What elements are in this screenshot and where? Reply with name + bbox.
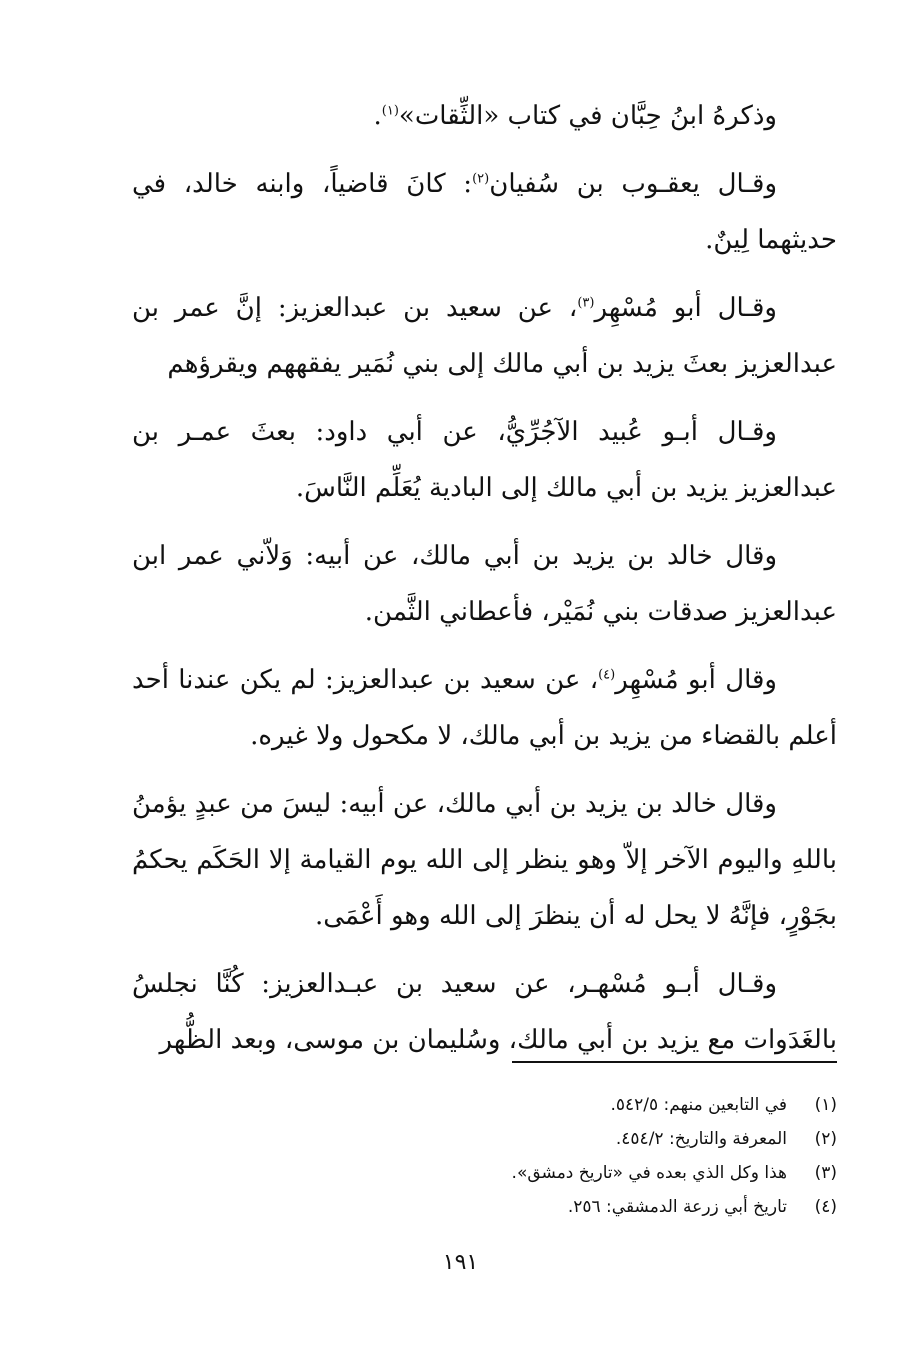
main-text <box>132 88 837 1080</box>
paragraph: وقـال أبو مُسْهِر$^{(٣)}$، عن سعيد بن عبدالعزيز: إنَّ عمر بن عبدالعزيز بعثَ يزيد بن أبي مالك إلى بني نُمَير يفقههم ويقرؤهم <box>132 293 837 379</box>
paragraph: وقال خالد بن يزيد بن أبي مالك، عن أبيه: ليسَ من عبدٍ يؤمنُ باللهِ واليوم الآخر إلاّ وهو ينظر إلى الله يوم القيامة إلا الحَكَم يحكمُ بجَوْرٍ، فإنَّهُ لا يحل له أن ينظرَ إلى الله وهو أَعْمَى. <box>132 789 837 931</box>
footnote-reference: (٣) <box>577 295 595 311</box>
paragraph: وقال خالد بن يزيد بن أبي مالك، عن أبيه: وَلاّني عمر ابن عبدالعزيز صدقات بني نُمَيْر، فأعطاني الثَّمن. <box>132 541 837 627</box>
footnote-reference: (١) <box>381 103 399 119</box>
paragraph: وقال أبو مُسْهِر$^{(٤)}$، عن سعيد بن عبدالعزيز: لم يكن عندنا أحد أعلم بالقضاء من يزيد بن أبي مالك، لا مكحول ولا غيره. <box>132 665 837 751</box>
footnotes <box>400 1088 837 1224</box>
footnote-text: في التابعين منهم: ٥٤٢/٥. <box>610 1095 787 1115</box>
footnote <box>400 1156 837 1190</box>
footnote-text: تاريخ أبي زرعة الدمشقي: ٢٥٦. <box>567 1197 787 1217</box>
footnote-number: (١) <box>814 1095 837 1115</box>
footnote <box>400 1122 837 1156</box>
footnote-number: (٢) <box>814 1129 837 1149</box>
paragraph: وقـال أبـو مُسْهـر، عن سعيد بن عبـدالعزيز: كُنَّا نجلسُ بالغَدَوات مع يزيد بن أبي مالك، وسُليمان بن موسى، وبعد الظُّهر <box>132 969 837 1055</box>
footnote-reference: (٢) <box>472 171 490 187</box>
footnote-divider <box>512 1061 837 1063</box>
footnote-text: المعرفة والتاريخ: ٤٥٤/٢. <box>615 1129 787 1149</box>
paragraph: وقـال يعقـوب بن سُفيان$^{(٢)}$: كانَ قاضياً، وابنه خالد، في حديثهما لِينٌ. <box>132 169 837 255</box>
footnote <box>400 1190 837 1224</box>
footnote-number: (٣) <box>814 1163 837 1183</box>
footnote-reference: (٤) <box>598 667 616 683</box>
page-number: ١٩١ <box>442 1250 479 1275</box>
paragraph: وذكرهُ ابنُ حِبَّان في كتاب «الثِّقات»$^{(١)}$. <box>373 101 777 131</box>
footnote-number: (٤) <box>814 1197 837 1217</box>
footnote <box>400 1088 837 1122</box>
footnote-text: هذا وكل الذي بعده في «تاريخ دمشق». <box>511 1163 787 1183</box>
paragraph: وقـال أبـو عُبيد الآجُرِّيُّ، عن أبي داود: بعثَ عمـر بن عبدالعزيز يزيد بن أبي مالك إلى البادية يُعَلِّم النَّاسَ. <box>132 417 837 503</box>
